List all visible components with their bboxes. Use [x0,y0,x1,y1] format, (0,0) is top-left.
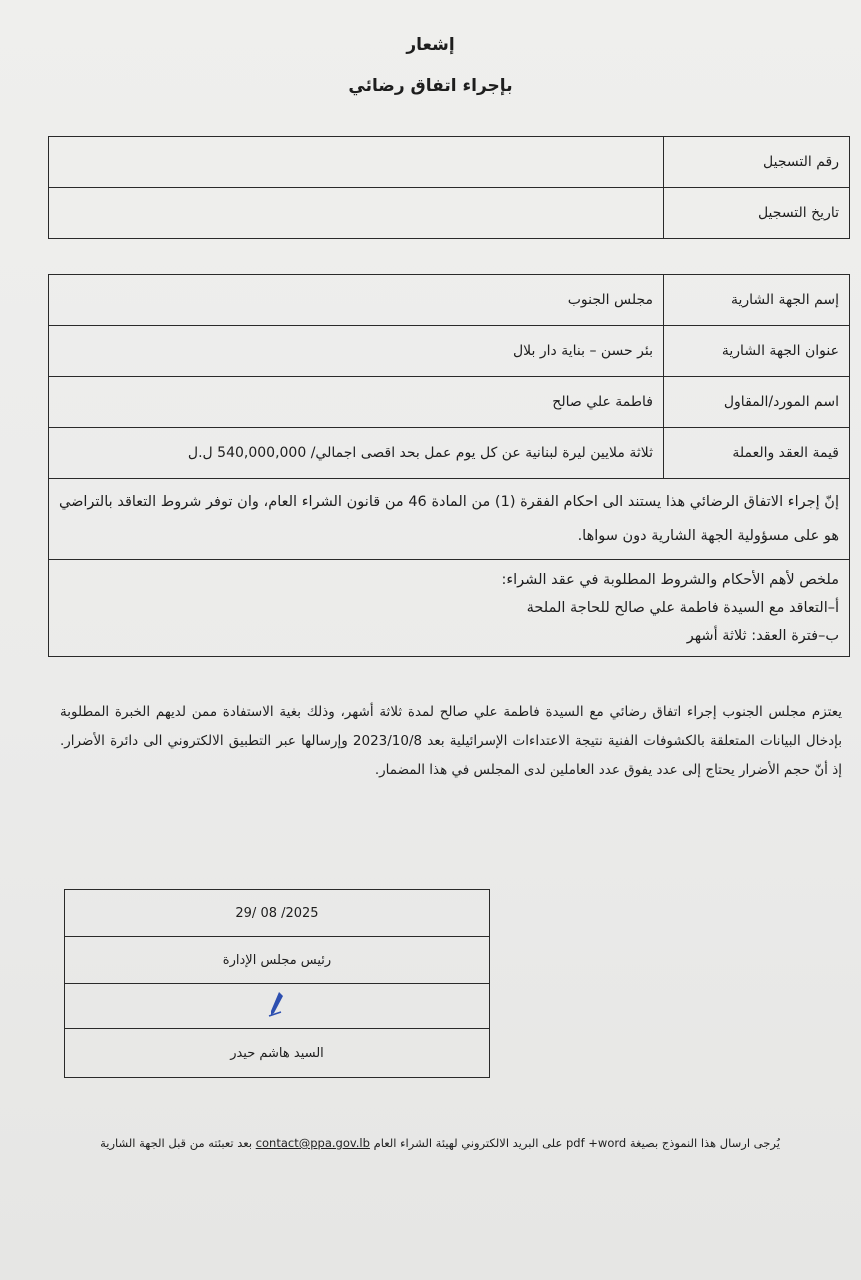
address-value: بئر حسن – بناية دار بلال [49,326,664,377]
footer-text-before: يُرجى ارسال هذا النموذج بصيغة pdf +word على البريد الالكتروني لهيئة الشراء العام [373,1136,780,1150]
signature-table [64,889,490,1078]
footer-note [80,1136,800,1150]
signature-cell [65,984,490,1029]
details-table [48,274,850,657]
page-subtitle: بإجراء اتفاق رضائي [348,76,513,96]
footer-email-link[interactable]: contact@ppa.gov.lb [255,1136,370,1150]
buyer-value: مجلس الجنوب [49,275,664,326]
signatory-role: رئيس مجلس الإدارة [65,937,490,984]
footer-text-after: بعد تعبئته من قبل الجهة الشارية [100,1136,253,1150]
registration-date-value [49,188,664,239]
summary-title: ملخص لأهم الأحكام والشروط المطلوبة في عقد الشراء: [501,572,839,588]
summary-item-a: أ–التعاقد مع السيدة فاطمة علي صالح للحاجة الملحة [526,600,839,616]
signature-date: 29/ 08 /2025 [65,890,490,937]
summary-item-b: ب–فترة العقد: ثلاثة أشهر [686,628,839,644]
registration-table [48,136,850,239]
supplier-value: فاطمة علي صالح [49,377,664,428]
registration-date-label: تاريخ التسجيل [664,188,850,239]
contract-value-label: قيمة العقد والعملة [664,428,850,479]
signatory-name: السيد هاشم حيدر [65,1029,490,1078]
supplier-label: اسم المورد/المقاول [664,377,850,428]
address-label: عنوان الجهة الشارية [664,326,850,377]
registration-number-label: رقم التسجيل [664,137,850,188]
legal-basis-text: إنّ إجراء الاتفاق الرضائي هذا يستند الى احكام الفقرة (1) من المادة 46 من قانون الشراء العام، وان توفر شروط التعاقد بالتراضي هو على مسؤولية الجهة الشارية دون سواها. [49,479,850,560]
signature-icon [267,991,287,1017]
registration-number-value [49,137,664,188]
page-title: إشعار [406,35,455,55]
body-paragraph: يعتزم مجلس الجنوب إجراء اتفاق رضائي مع السيدة فاطمة علي صالح لمدة ثلاثة أشهر، وذلك بغية الاستفادة ممن لديهم الخبرة المطلوبة بإدخال البيانات المتعلقة بالكشوفات الفنية نتيجة الاعتداءات الإسرائيلية بعد 2023/10/8 وإرسالها عبر التطبيق الالكتروني الى دائرة الأضرار. إذ أنّ حجم الأضرار يحتاج إلى عدد يفوق عدد العاملين لدى المجلس في هذا المضمار. [60,704,842,778]
buyer-label: إسم الجهة الشارية [664,275,850,326]
summary-cell [49,560,850,657]
contract-value: ثلاثة ملايين ليرة لبنانية عن كل يوم عمل بحد اقصى اجمالي/ 540,000,000 ل.ل [49,428,664,479]
